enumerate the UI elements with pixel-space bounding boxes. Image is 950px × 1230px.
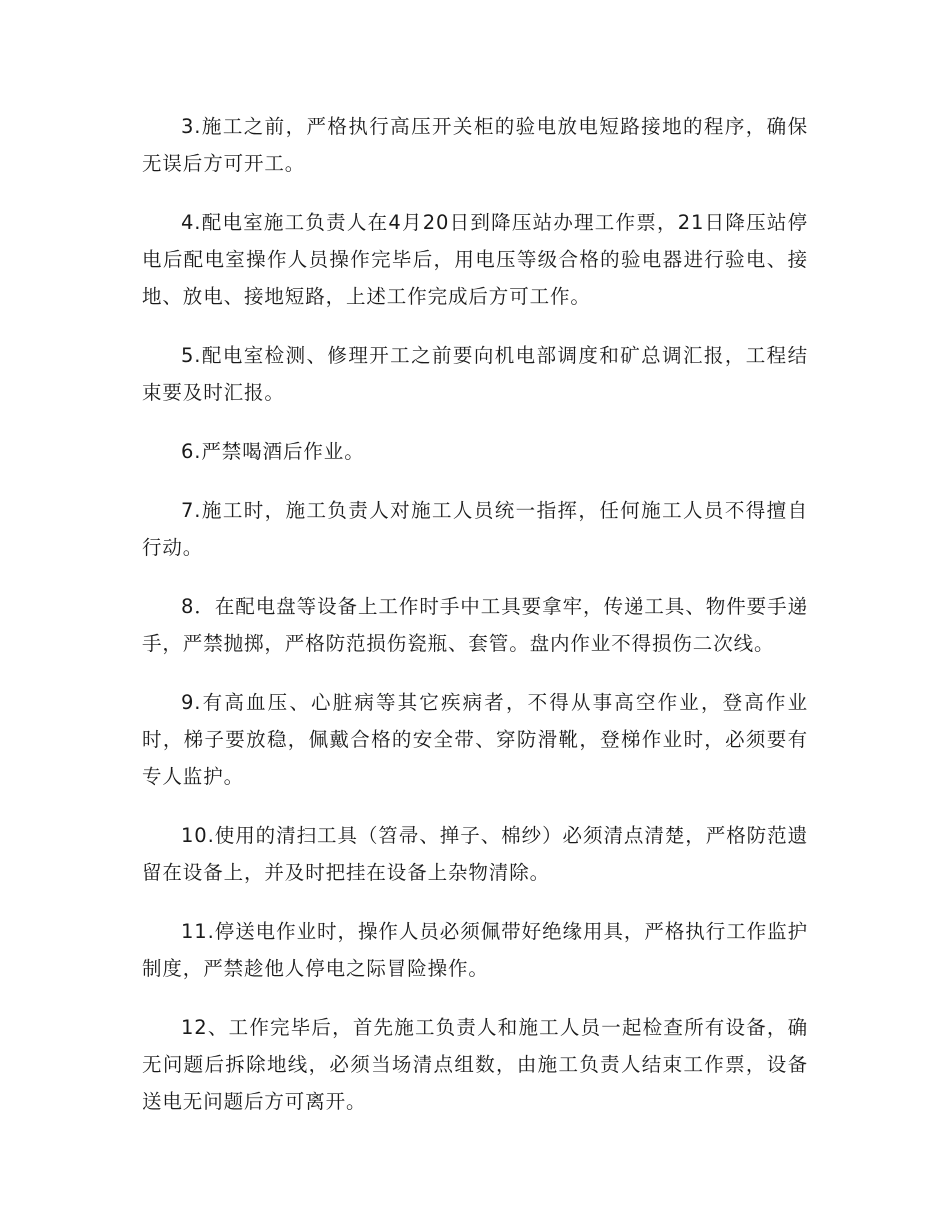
paragraph-item-5: 5.配电室检测、修理开工之前要向机电部调度和矿总调汇报，工程结束要及时汇报。 — [142, 344, 808, 404]
paragraph-item-10: 10.使用的清扫工具（笤帚、掸子、棉纱）必须清点清楚，严格防范遗留在设备上，并及时把挂在设备上杂物清除。 — [142, 824, 808, 884]
paragraph-item-7: 7.施工时，施工负责人对施工人员统一指挥，任何施工人员不得擅自行动。 — [142, 499, 808, 559]
paragraph-item-4: 4.配电室施工负责人在4月20日到降压站办理工作票，21日降压站停电后配电室操作人员操作完毕后，用电压等级合格的验电器进行验电、接地、放电、接地短路，上述工作完成后方可工作。 — [142, 211, 808, 308]
paragraph-item-9: 9.有高血压、心脏病等其它疾病者，不得从事高空作业，登高作业时，梯子要放稳，佩戴合格的安全带、穿防滑靴，登梯作业时，必须要有专人监护。 — [142, 691, 808, 788]
paragraph-item-12: 12、工作完毕后，首先施工负责人和施工人员一起检查所有设备，确无问题后拆除地线，必须当场清点组数，由施工负责人结束工作票，设备送电无问题后方可离开。 — [142, 1016, 808, 1113]
paragraph-item-11: 11.停送电作业时，操作人员必须佩带好绝缘用具，严格执行工作监护制度，严禁趁他人停电之际冒险操作。 — [142, 920, 808, 980]
paragraph-item-3: 3.施工之前，严格执行高压开关柜的验电放电短路接地的程序，确保无误后方可开工。 — [142, 115, 808, 175]
document-body — [142, 108, 808, 1142]
paragraph-item-8: 8．在配电盘等设备上工作时手中工具要拿牢，传递工具、物件要手递手，严禁抛掷，严格防范损伤瓷瓶、套管。盘内作业不得损伤二次线。 — [142, 595, 808, 655]
paragraph-item-6: 6.严禁喝酒后作业。 — [181, 440, 365, 463]
